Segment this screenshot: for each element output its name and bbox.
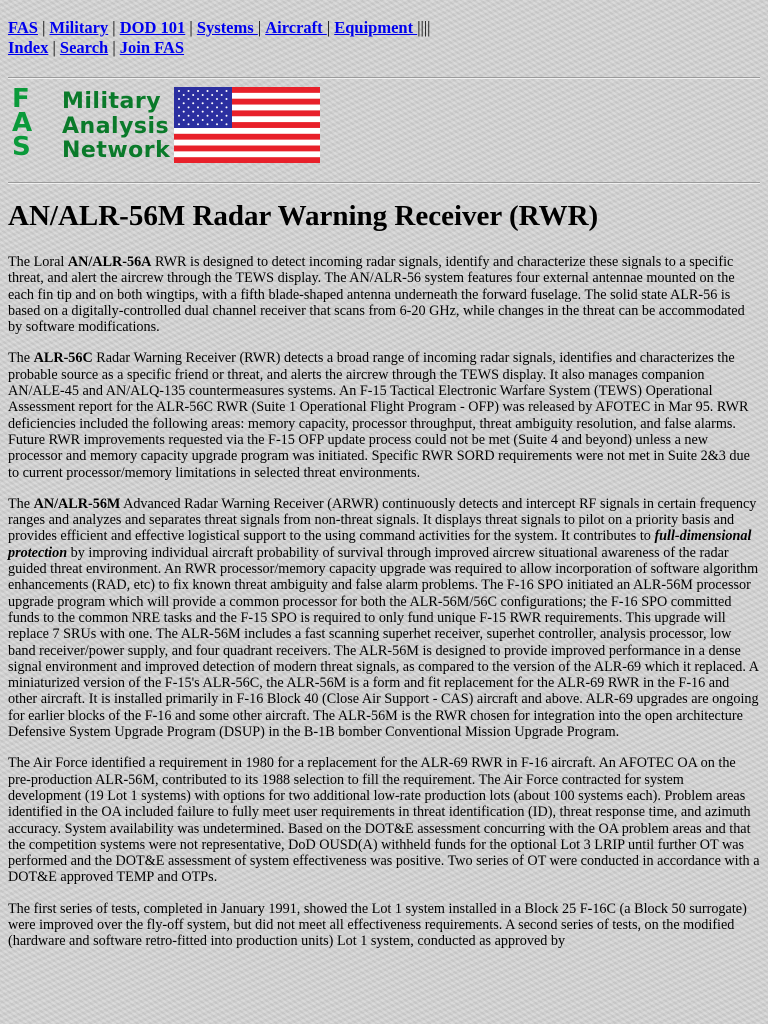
nav-row-2 xyxy=(8,38,760,58)
page-title: AN/ALR-56M Radar Warning Receiver (RWR) xyxy=(8,200,599,232)
nav-link-equipment[interactable]: Equipment xyxy=(334,18,418,37)
nav-sep: | xyxy=(257,18,266,37)
nav-sep: | xyxy=(326,18,335,37)
fas-logo: F A S xyxy=(12,84,33,162)
paragraph-alr56a: The Loral AN/ALR-56A RWR is designed to detect incoming radar signals, identify and characterize these signals to a specific threat, and alert the aircrew through the TEWS display. The AN/ALR-56 system features four external antennae mounted on the each fin tip and on both wingtips, with a fifth blade-shaped antenna underneath the forward fuselage. The solid state ALR-56 is based on a digitally-controlled dual channel receiver that scans from 6-20 GHz, while changes in the threat can be accommodated by software modifications. xyxy=(8,254,745,336)
paragraph-alr56c: The ALR-56C Radar Warning Receiver (RWR) detects a broad range of incoming radar signals, identifies and characterizes the probable source as a specific friend or threat, and alerts the aircrew through the TEWS display. It also manages companion AN/ALE-45 and AN/ALQ-135 countermeasures systems. An F-15 Tactical Electronic Warfare System (TEWS) Operational Assessment report for the ALR-56C RWR (Suite 1 Operational Flight Program - OFP) was released by AFOTEC in Mar 95. RWR deficiencies included the following areas: memory capacity, processor throughput, threat ambiguity resolution, and false alarms. Future RWR improvements requested via the F-15 OFP update process could not be met (Suite 4 and beyond) unless a new processor and memory capacity upgrade program was initiated. Specific RWR SORD requirements were not met in Suite 2&3 due to current processor/memory limitations in selected threat environments. xyxy=(8,350,750,481)
nav-link-aircraft[interactable]: Aircraft xyxy=(265,18,327,37)
paragraph-test-series: The first series of tests, completed in January 1991, showed the Lot 1 system installed in a Block 25 F-16C (a Block 50 surrogate) were improved over the fly-off system, but did not meet all effectiveness requirements. A second series of tests, on the modified (hardware and software retro-fitted into production units) Lot 1 system, conducted as approved by xyxy=(8,900,747,950)
nav-link-dod101[interactable]: DOD 101 xyxy=(119,18,186,37)
nav-sep: | xyxy=(108,38,120,57)
man-banner[interactable] xyxy=(12,84,760,171)
divider xyxy=(8,182,760,184)
nav-link-index[interactable]: Index xyxy=(8,38,49,57)
nav-link-search[interactable]: Search xyxy=(59,38,109,57)
nav-link-join-fas[interactable]: Join FAS xyxy=(119,38,185,57)
nav-sep: | xyxy=(185,18,197,37)
divider xyxy=(8,77,760,79)
nav-row-1 xyxy=(8,18,760,38)
nav-link-systems[interactable]: Systems xyxy=(196,18,258,37)
nav-sep: | xyxy=(48,38,60,57)
nav-link-military[interactable]: Military xyxy=(49,18,109,37)
nav-sep: | xyxy=(108,18,120,37)
top-nav xyxy=(8,18,760,58)
us-flag-icon xyxy=(174,87,320,163)
paragraph-alr56m: The AN/ALR-56M Advanced Radar Warning Receiver (ARWR) continuously detects and intercept RF signals in certain frequency ranges and analyzes and separates threat signals from non-threat signals. It displays threat signals to pilot on a priority basis and provides efficient and effective logistical support to the using command activities for the system. It contributes to full-dimensional protection by improving individual aircraft probability of survival through improved aircrew situational awareness of the radar guided threat environment. An RWR processor/memory capacity upgrade was required to allow incorporation of software algorithm enhancements (RAD, etc) to fix known threat ambiguity and false alarm problems. The F-16 SPO initiated an ALR-56M processor upgrade program which will provide a common processor for both the ALR-56M/56C configurations; the F-16 SPO committed funds to the common NRE tasks and the F-15 SPO is required to only fund unique F-15 RWR requirements. This upgrade will replace 7 SRUs with one. The ALR-56M includes a fast scanning superhet receiver, superhet controller, analysis processor, low band receiver/power supply, and four quadrant receivers. The ALR-56M is designed to provide improved performance in a dense signal environment and improved detection of modern threat signals, as compared to the version of the ALR-69 which it replaced. A miniaturized version of the F-15's ALR-56C, the ALR-56M is a form and fit replacement for the ALR-69 RWR in the F-16 and other aircraft. It is installed primarily in F-16 Block 40 (Close Air Support - CAS) aircraft and above. ALR-69 upgrades are ongoing for earlier blocks of the F-16 and some other aircraft. The ALR-56M is the RWR chosen for integration into the open architecture Defensive System Upgrade Program (DSUP) in the B-1B bomber Conventional Mission Upgrade Program. xyxy=(8,495,759,741)
paragraph-requirement-history: The Air Force identified a requirement in 1980 for a replacement for the ALR-69 RWR in F-16 aircraft. An AFOTEC OA on the pre-production ALR-56M, contributed to its 1988 selection to fill the requirement. The Air Force contracted for system development (19 Lot 1 systems) with options for two additional low-rate production lots (about 100 systems each). Problem areas identified in the OA included failure to fully meet user requirements in threat identification (ID), threat response time, and azimuth accuracy. System availability was undetermined. Based on the DOT&E assessment concurring with the OA problem areas and that the competition systems were not representative, DoD OUSD(A) withheld funds for the optional Lot 3 LRIP until further OT was performed and the DOT&E assessment of system effectiveness was positive. Two series of OT were conducted in accordance with a DOT&E approved TEMP and OTPs. xyxy=(8,755,760,886)
nav-row1-tail: |||| xyxy=(417,18,431,37)
man-logo-text: Military Analysis Network xyxy=(62,89,171,163)
nav-sep: | xyxy=(37,18,50,37)
nav-link-fas[interactable]: FAS xyxy=(8,18,38,37)
